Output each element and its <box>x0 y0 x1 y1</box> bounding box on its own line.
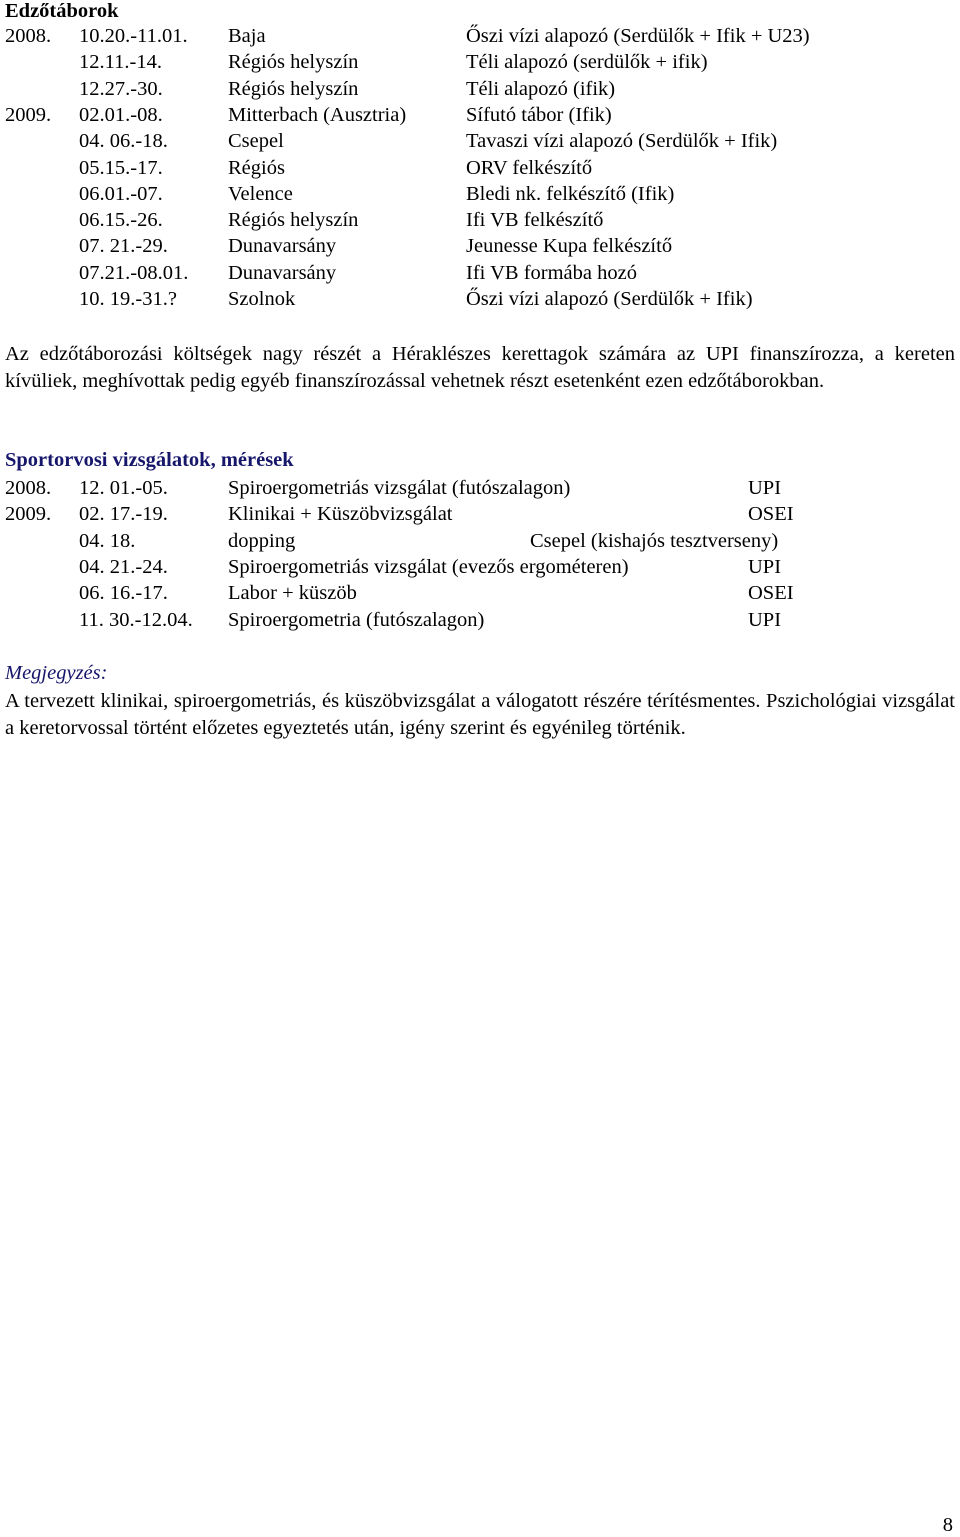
table-row <box>0 23 960 49</box>
table-row <box>0 76 960 102</box>
exam-type: Klinikai + Küszöbvizsgálat <box>228 503 453 526</box>
camp-place: Régiós <box>228 156 285 179</box>
camp-description: Tavaszi vízi alapozó (Serdülők + Ifik) <box>466 130 778 153</box>
table-row <box>0 528 960 554</box>
table-row <box>0 580 960 606</box>
camp-description: Őszi vízi alapozó (Serdülők + Ifik + U23) <box>466 25 810 47</box>
camp-description: Ifi VB felkészítő <box>466 209 604 232</box>
exam-date: 04. 18. <box>79 529 136 552</box>
camp-date: 02.01.-08. <box>79 103 163 126</box>
table-row <box>0 260 960 286</box>
camp-date: 06.15.-26. <box>79 209 163 232</box>
exam-type: Spiroergometriás vizsgálat (evezős ergométeren) <box>228 555 629 578</box>
exam-type: Spiroergometria (futószalagon) <box>228 608 485 631</box>
camp-date: 05.15.-17. <box>79 156 163 179</box>
camp-description: Jeunesse Kupa felkészítő <box>466 235 673 258</box>
table-row <box>0 607 960 633</box>
exam-date: 02. 17.-19. <box>79 503 168 526</box>
table-row <box>0 181 960 207</box>
camp-place: Velence <box>228 182 293 205</box>
camp-place: Dunavarsány <box>228 261 337 284</box>
camps-title: Edzőtáborok <box>5 0 119 22</box>
exam-year: 2009. <box>5 503 52 526</box>
camps-paragraph: Az edzőtáborozási költségek nagy részét a Héraklészes kerettagok számára az UPI finanszírozza, a kereten kívüliek, meghívottak pedig egyéb finanszírozással vehetnek részt esetenként ezen edzőtáborokban. <box>5 343 955 392</box>
camp-date: 10.20.-11.01. <box>79 25 188 47</box>
exam-type: Spiroergometriás vizsgálat (futószalagon) <box>228 477 571 499</box>
exam-organizer: UPI <box>748 477 782 499</box>
exam-date: 06. 16.-17. <box>79 582 168 605</box>
exam-organizer: OSEI <box>748 503 794 526</box>
table-row <box>0 128 960 154</box>
exam-organizer: Csepel (kishajós tesztverseny) <box>530 529 779 552</box>
exam-date: 11. 30.-12.04. <box>79 608 193 631</box>
camp-place: Csepel <box>228 130 284 153</box>
table-row <box>0 286 960 312</box>
table-row <box>0 233 960 259</box>
camp-date: 04. 06.-18. <box>79 130 168 153</box>
exam-date: 04. 21.-24. <box>79 555 168 578</box>
exam-organizer: UPI <box>748 608 782 631</box>
table-row <box>0 554 960 580</box>
note-text: A tervezett klinikai, spiroergometriás, és küszöbvizsgálat a válogatott részére térítésmentes. Pszichológiai vizsgálat a keretorvossal történt előzetes egyeztetés után, igény szerint és egyénileg történik. <box>5 690 955 739</box>
camp-year: 2009. <box>5 103 52 126</box>
exam-type: Labor + küszöb <box>228 582 357 605</box>
table-row <box>0 475 960 501</box>
camp-place: Dunavarsány <box>228 235 337 258</box>
camp-description: Ifi VB formába hozó <box>466 261 637 284</box>
exam-organizer: UPI <box>748 555 782 578</box>
page-number: 8 <box>942 1514 953 1536</box>
camp-date: 07. 21.-29. <box>79 235 168 258</box>
camp-description: Téli alapozó (ifik) <box>466 77 616 100</box>
camp-description: Őszi vízi alapozó (Serdülők + Ifik) <box>466 288 753 310</box>
table-row <box>0 155 960 181</box>
camp-place: Baja <box>228 25 266 47</box>
table-row <box>0 49 960 75</box>
camp-place: Régiós helyszín <box>228 209 359 232</box>
medical-title: Sportorvosi vizsgálatok, mérések <box>5 449 294 471</box>
table-row <box>0 102 960 128</box>
exam-organizer: OSEI <box>748 582 794 605</box>
exam-year: 2008. <box>5 477 52 499</box>
table-row <box>0 501 960 527</box>
camp-date: 10. 19.-31.? <box>79 288 177 310</box>
camp-place: Régiós helyszín <box>228 77 359 100</box>
camp-description: Bledi nk. felkészítő (Ifik) <box>466 182 675 205</box>
camp-date: 12.27.-30. <box>79 77 163 100</box>
note-title: Megjegyzés: <box>5 662 108 684</box>
camp-description: Téli alapozó (serdülők + ifik) <box>466 51 708 74</box>
table-row <box>0 207 960 233</box>
camp-year: 2008. <box>5 25 52 47</box>
camp-description: ORV felkészítő <box>466 156 593 179</box>
exam-date: 12. 01.-05. <box>79 477 168 499</box>
camp-place: Mitterbach (Ausztria) <box>228 103 407 126</box>
camp-date: 07.21.-08.01. <box>79 261 189 284</box>
camp-date: 06.01.-07. <box>79 182 163 205</box>
camp-place: Régiós helyszín <box>228 51 359 74</box>
camp-place: Szolnok <box>228 288 296 310</box>
exam-type: dopping <box>228 529 296 552</box>
camp-description: Sífutó tábor (Ifik) <box>466 103 612 126</box>
camp-date: 12.11.-14. <box>79 51 162 74</box>
